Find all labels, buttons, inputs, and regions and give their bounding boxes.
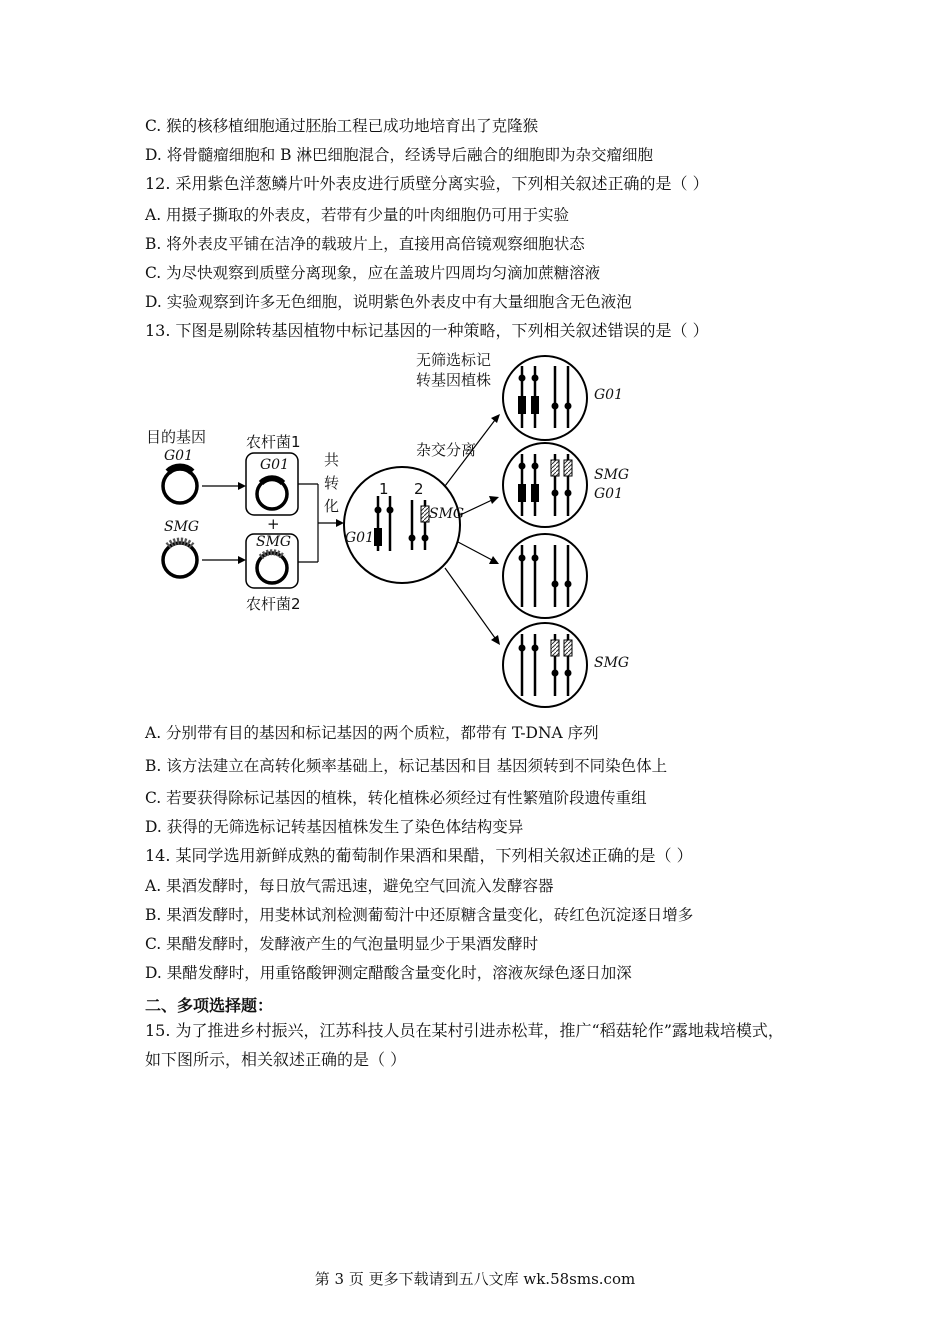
q14-option-a: A. 果酒发酵时，每日放气需迅速，避免空气回流入发酵容器 <box>145 877 554 895</box>
cotransform-bracket <box>298 484 344 562</box>
plasmid-smg <box>163 541 197 577</box>
agro2-label: 农杆菌2 <box>246 595 301 613</box>
q13-option-c: C. 若要获得除标记基因的植株，转化植株必须经过有性繁殖阶段遗传重组 <box>145 789 647 807</box>
q11-option-d: D. 将骨髓瘤细胞和 B 淋巴细胞混合，经诱导后融合的细胞即为杂交瘤细胞 <box>145 146 653 164</box>
target-gene-label: 目的基因 <box>146 428 207 446</box>
q13-stem: 13. 下图是剔除转基因植物中标记基因的一种策略，下列相关叙述错误的是（ ） <box>145 321 709 340</box>
q13-option-b: B. 该方法建立在高转化频率基础上，标记基因和目 基因须转到不同染色体上 <box>145 757 668 775</box>
cotransform-char3: 化 <box>324 497 340 515</box>
q11-option-c: C. 猴的核移植细胞通过胚胎工程已成功地培育出了克隆猴 <box>145 117 539 135</box>
smg-label-offspring-2: SMG <box>594 467 630 483</box>
cotransform-char2: 转 <box>324 474 340 492</box>
q13-option-a: A. 分别带有目的基因和标记基因的两个质粒，都带有 T-DNA 序列 <box>145 724 599 742</box>
arrow-to-offspring-4 <box>445 568 500 645</box>
section-heading-multiple-choice: 二、多项选择题： <box>145 996 274 1015</box>
q12-option-b: B. 将外表皮平铺在洁净的载玻片上，直接用高倍镜观察细胞状态 <box>145 235 585 253</box>
q15-stem-line2: 如下图所示，相关叙述正确的是（ ） <box>145 1050 407 1069</box>
segregation-label: 杂交分离 <box>416 441 477 459</box>
smg-label-agro: SMG <box>256 534 292 550</box>
agro2-plasmid <box>257 552 287 583</box>
q14-stem: 14. 某同学选用新鲜成熟的葡萄制作果酒和果醋，下列相关叙述正确的是（ ） <box>145 846 693 865</box>
smg-label-left: SMG <box>164 519 200 535</box>
offspring-cell-smg <box>503 623 587 707</box>
g01-label-agro: G01 <box>260 457 289 473</box>
q13-option-d: D. 获得的无筛选标记转基因植株发生了染色体结构变异 <box>145 818 524 836</box>
plus-sign: + <box>267 515 280 533</box>
offspring-cell-smg-g01 <box>503 443 587 527</box>
smg-label-offspring-4: SMG <box>594 655 630 671</box>
arrow-to-offspring-2 <box>458 496 499 516</box>
chromosome-2-label: 2 <box>414 480 424 498</box>
agro1-plasmid <box>257 478 287 509</box>
g01-label-offspring-1: G01 <box>594 387 623 403</box>
smg-label-cell: SMG <box>429 506 465 522</box>
g01-label-offspring-2: G01 <box>594 486 623 502</box>
q14-option-c: C. 果醋发酵时，发酵液产生的气泡量明显少于果酒发酵时 <box>145 935 539 953</box>
plasmid-g01 <box>163 467 197 503</box>
q12-stem: 12. 采用紫色洋葱鳞片叶外表皮进行质壁分离实验，下列相关叙述正确的是（ ） <box>145 174 709 193</box>
g01-label-cell: G01 <box>345 530 374 546</box>
g01-label-left: G01 <box>164 448 193 464</box>
chromosome-pair-1 <box>374 496 394 551</box>
q14-option-d: D. 果醋发酵时，用重铬酸钾测定醋酸含量变化时，溶液灰绿色逐日加深 <box>145 964 632 982</box>
q14-option-b: B. 果酒发酵时，用斐林试剂检测葡萄汁中还原糖含量变化，砖红色沉淀逐日增多 <box>145 906 694 924</box>
agro1-label: 农杆菌1 <box>246 433 301 451</box>
cotransform-char1: 共 <box>324 451 340 469</box>
chromosome-1-label: 1 <box>379 480 389 498</box>
no-marker-label-line1: 无筛选标记 <box>416 351 492 369</box>
offspring-cell-g01 <box>503 356 587 440</box>
page-footer: 第 3 页 更多下载请到五八文库 wk.58sms.com <box>314 1270 636 1288</box>
arrow-to-offspring-3 <box>458 542 499 564</box>
arrow-to-agro2 <box>202 556 246 564</box>
q13-figure <box>140 348 640 713</box>
arrow-to-agro1 <box>202 482 246 490</box>
q15-stem-line1: 15. 为了推进乡村振兴，江苏科技人员在某村引进赤松茸，推广“稻菇轮作”露地栽培模式， <box>145 1021 784 1040</box>
q12-option-a: A. 用摄子撕取的外表皮，若带有少量的叶肉细胞仍可用于实验 <box>145 206 570 224</box>
no-marker-label-line2: 转基因植株 <box>416 371 492 389</box>
transformed-cell <box>344 467 460 583</box>
q12-option-c: C. 为尽快观察到质壁分离现象，应在盖玻片四周均匀滴加蔗糖溶液 <box>145 264 601 282</box>
chromosome-pair-2 <box>409 500 430 550</box>
q12-option-d: D. 实验观察到许多无色细胞，说明紫色外表皮中有大量细胞含无色液泡 <box>145 293 632 311</box>
offspring-cell-none <box>503 534 587 618</box>
